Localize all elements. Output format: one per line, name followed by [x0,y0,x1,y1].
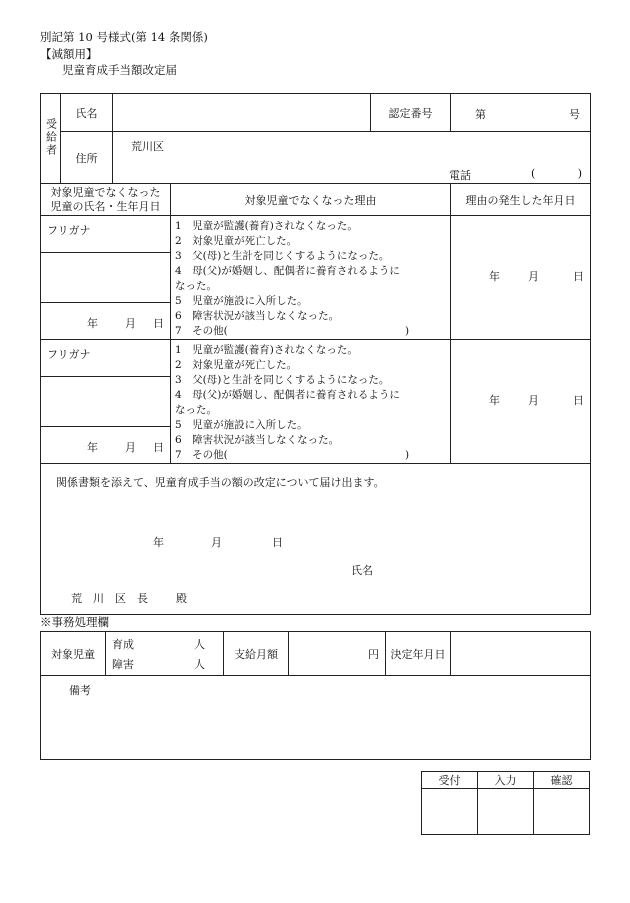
cert-label: 認定番号 [371,94,451,132]
declaration-text: 関係書類を添えて、児童育成手当の額の改定について届け出ます。 [56,476,385,489]
remarks-label: 備考 [69,684,91,697]
reason-item: 5 児童が施設に入所した。 [175,295,308,307]
stamp-input-label: 入力 [478,772,534,789]
addressee: 荒 川 区 長 [71,592,148,605]
phone-open: ( [531,167,536,180]
date-month-1: 月 [528,270,540,283]
phone-close: ) [577,167,583,180]
stamp-confirm-box[interactable] [534,789,590,835]
address-label: 住所 [61,132,113,184]
address-value: 荒川区 [131,140,164,153]
birth-day-1: 日 [153,317,164,331]
stamp-table [421,771,590,835]
occurrence-date-2[interactable] [451,340,591,464]
form-type: 【減額用】 [40,47,98,61]
form-title: 児童育成手当額改定届 [62,63,177,77]
reason-cell-1[interactable] [171,216,451,340]
cert-dai: 第 [475,108,487,121]
reason-item: 3 父(母)と生計を同じくするようになった。 [175,374,390,386]
birth-year-1: 年 [87,317,98,331]
monthly-amount-label: 支給月額 [224,632,289,676]
office-section-label: ※事務処理欄 [40,615,109,629]
date-col-header: 理由の発生した年月日 [451,184,591,216]
declaration-day: 日 [272,536,283,549]
reason-item [175,324,446,339]
furigana-label-1: フリガナ [47,224,91,237]
target-child-counts[interactable] [106,632,224,676]
reason-other: 7 その他( [175,325,228,337]
stamp-input-box[interactable] [478,789,534,835]
stamp-received-box[interactable] [422,789,478,835]
child-col-header-line1: 対象児童でなくなった [50,185,161,199]
cert-field[interactable] [451,94,591,132]
occurrence-date-1[interactable] [451,216,591,340]
reason-cell-2[interactable] [171,340,451,464]
reason-close: ) [405,449,410,461]
reason-item: なった。 [175,280,217,292]
reason-item: 3 父(母)と生計を同じくするようになった。 [175,250,390,262]
reason-other: 7 その他( [175,449,228,461]
cert-go: 号 [569,108,581,121]
shogai-unit: 人 [194,658,205,671]
birth-day-2: 日 [153,441,164,455]
decision-date-field[interactable] [451,632,591,676]
form-number: 別記第 10 号様式(第 14 条関係) [40,30,208,44]
declaration-year: 年 [153,536,164,549]
child-name-field-1[interactable] [41,252,171,303]
birth-year-2: 年 [87,441,98,455]
reason-item: 1 児童が監護(養育)されなくなった。 [175,344,358,356]
reason-list-2 [171,340,450,463]
birthdate-field-1[interactable] [41,303,171,340]
date-day-2: 日 [573,394,585,407]
reason-item: なった。 [175,404,217,416]
reason-item: 2 対象児童が死亡した。 [175,235,298,247]
reason-item: 1 児童が監護(養育)されなくなった。 [175,220,358,232]
reason-item: 4 母(父)が婚姻し、配偶者に養育されるように [175,389,400,401]
child-name-field-2[interactable] [41,376,171,427]
birthdate-field-2[interactable] [41,427,171,464]
monthly-amount-field[interactable] [289,632,386,676]
decision-date-label: 決定年月日 [386,632,451,676]
reason-item: 6 障害状況が該当しなくなった。 [175,310,340,322]
office-table [40,631,591,760]
recipient-label: 受給者 [44,117,58,157]
date-year-2: 年 [489,394,501,407]
furigana-label-2: フリガナ [47,348,91,361]
reason-item [175,448,446,463]
remarks-box[interactable] [41,676,591,760]
name-field[interactable] [113,94,371,132]
recipient-label-cell [41,94,61,184]
reason-item: 4 母(父)が婚姻し、配偶者に養育されるように [175,265,400,277]
reason-item: 5 児童が施設に入所した。 [175,419,308,431]
reason-close: ) [405,325,410,337]
address-field[interactable] [113,132,591,184]
yen-unit: 円 [368,648,379,661]
stamp-confirm-label: 確認 [534,772,590,789]
target-child-label: 対象児童 [41,632,106,676]
ikusei-unit: 人 [194,638,205,651]
ikusei-label: 育成 [112,638,134,651]
shogai-label: 障害 [112,658,134,671]
child-col-header [41,184,171,216]
child-col-header-line2: 児童の氏名・生年月日 [50,199,161,213]
reason-item: 2 対象児童が死亡した。 [175,359,298,371]
reason-col-header: 対象児童でなくなった理由 [171,184,451,216]
phone-label: 電話 [449,169,471,182]
furigana-field-1[interactable] [41,216,171,253]
reason-list-1 [171,216,450,339]
birth-month-1: 月 [125,317,136,331]
declaration-box [41,464,591,615]
name-label: 氏名 [61,94,113,132]
declaration-name-label: 氏名 [351,564,373,577]
honorific: 殿 [176,592,187,605]
reason-item: 6 障害状況が該当しなくなった。 [175,434,340,446]
birth-month-2: 月 [125,441,136,455]
main-form-table [40,93,591,615]
declaration-month: 月 [211,536,222,549]
date-year-1: 年 [489,270,501,283]
furigana-field-2[interactable] [41,340,171,377]
stamp-received-label: 受付 [422,772,478,789]
date-month-2: 月 [528,394,540,407]
date-day-1: 日 [573,270,585,283]
